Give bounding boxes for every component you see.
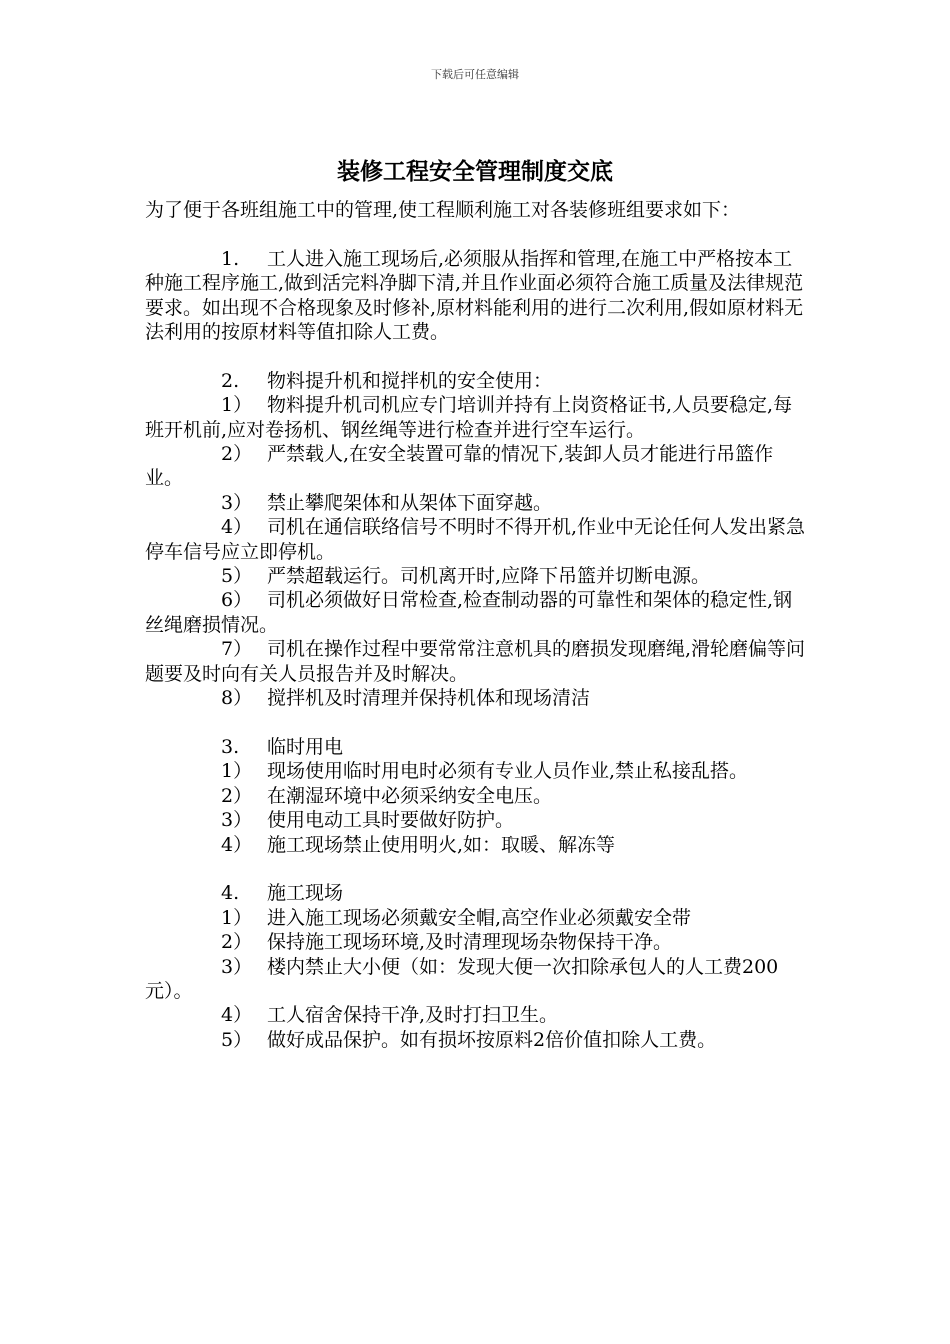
- item-number: 5）: [221, 1028, 253, 1051]
- item-text: 进入施工现场必须戴安全帽,高空作业必须戴安全带: [267, 906, 692, 929]
- section-text: 工人进入施工现场后,必须服从指挥和管理,在施工中严格按本工种施工程序施工,做到活完料净脚下清,并且作业面必须符合施工质量及法律规范要求。如出现不合格现象及时修补,原材料能利用的进行二次利用,假如原材料无法利用的按原材料等值扣除人工费。: [145, 247, 804, 344]
- item-number: 2）: [221, 784, 253, 807]
- section-2: [145, 369, 810, 393]
- section-heading: 物料提升机和搅拌机的安全使用：: [267, 369, 553, 392]
- item-number: 8）: [221, 687, 253, 710]
- section-heading: 临时用电: [267, 735, 344, 758]
- page-header-note: 下载后可任意编辑: [431, 68, 519, 81]
- item-text: 司机在操作过程中要常常注意机具的磨损发现磨绳,滑轮磨偏等问题要及时向有关人员报告并及时解决。: [145, 638, 806, 685]
- list-item: [145, 442, 810, 491]
- item-text: 工人宿舍保持干净,及时打扫卫生。: [267, 1004, 559, 1027]
- document-body: [145, 198, 810, 1052]
- list-item: [145, 808, 810, 832]
- section-number: 4.: [221, 882, 240, 905]
- item-number: 1）: [221, 394, 253, 417]
- item-number: 7）: [221, 638, 253, 661]
- item-number: 4）: [221, 516, 253, 539]
- item-text: 禁止攀爬架体和从架体下面穿越。: [267, 491, 553, 514]
- item-number: 4）: [221, 833, 253, 856]
- item-number: 4）: [221, 1004, 253, 1027]
- item-number: 3）: [221, 955, 253, 978]
- intro-paragraph: 为了便于各班组施工中的管理,使工程顺利施工对各装修班组要求如下：: [145, 199, 741, 221]
- section-number: 3.: [221, 735, 240, 758]
- list-item: [145, 955, 810, 1004]
- list-item: [145, 1003, 810, 1027]
- item-text: 物料提升机司机应专门培训并持有上岗资格证书,人员要稳定,每班开机前,应对卷扬机、钢丝绳等进行检查并进行空车运行。: [145, 394, 793, 441]
- item-text: 保持施工现场环境,及时清理现场杂物保持干净。: [267, 931, 673, 954]
- item-text: 严禁超载运行。司机离开时,应降下吊篮并切断电源。: [267, 565, 711, 588]
- list-item: [145, 637, 810, 686]
- list-item: [145, 588, 810, 637]
- item-number: 2）: [221, 443, 253, 466]
- item-text: 施工现场禁止使用明火,如：取暖、解冻等: [267, 833, 616, 856]
- item-text: 使用电动工具时要做好防护。: [267, 809, 515, 832]
- section-number: 2.: [221, 369, 240, 392]
- item-text: 搅拌机及时清理并保持机体和现场清洁: [267, 687, 591, 710]
- item-number: 3）: [221, 491, 253, 514]
- section-1: [145, 247, 810, 345]
- list-item: [145, 759, 810, 783]
- item-text: 司机在通信联络信号不明时不得开机,作业中无论任何人发出紧急停车信号应立即停机。: [145, 516, 806, 563]
- list-item: [145, 686, 810, 710]
- section-3: [145, 735, 810, 759]
- item-number: 5）: [221, 565, 253, 588]
- section-number: 1.: [221, 247, 240, 270]
- item-number: 1）: [221, 760, 253, 783]
- list-item: [145, 833, 810, 857]
- item-text: 司机必须做好日常检查,检查制动器的可靠性和架体的稳定性,钢丝绳磨损情况。: [145, 589, 793, 636]
- list-item: [145, 784, 810, 808]
- list-item: [145, 393, 810, 442]
- list-item: [145, 1028, 810, 1052]
- document-title: 装修工程安全管理制度交底: [337, 159, 613, 185]
- item-number: 2）: [221, 931, 253, 954]
- item-number: 6）: [221, 589, 253, 612]
- list-item: [145, 906, 810, 930]
- item-text: 现场使用临时用电时必须有专业人员作业,禁止私接乱搭。: [267, 760, 749, 783]
- item-number: 3）: [221, 809, 253, 832]
- list-item: [145, 564, 810, 588]
- item-text: 在潮湿环境中必须采纳安全电压。: [267, 784, 553, 807]
- list-item: [145, 491, 810, 515]
- section-heading: 施工现场: [267, 882, 344, 905]
- item-number: 1）: [221, 906, 253, 929]
- item-text: 楼内禁止大小便（如：发现大便一次扣除承包人的人工费200元）。: [145, 955, 779, 1002]
- list-item: [145, 515, 810, 564]
- list-item: [145, 930, 810, 954]
- item-text: 做好成品保护。如有损坏按原料2倍价值扣除人工费。: [267, 1028, 717, 1051]
- section-4: [145, 881, 810, 905]
- item-text: 严禁载人,在安全装置可靠的情况下,装卸人员才能进行吊篮作业。: [145, 443, 774, 490]
